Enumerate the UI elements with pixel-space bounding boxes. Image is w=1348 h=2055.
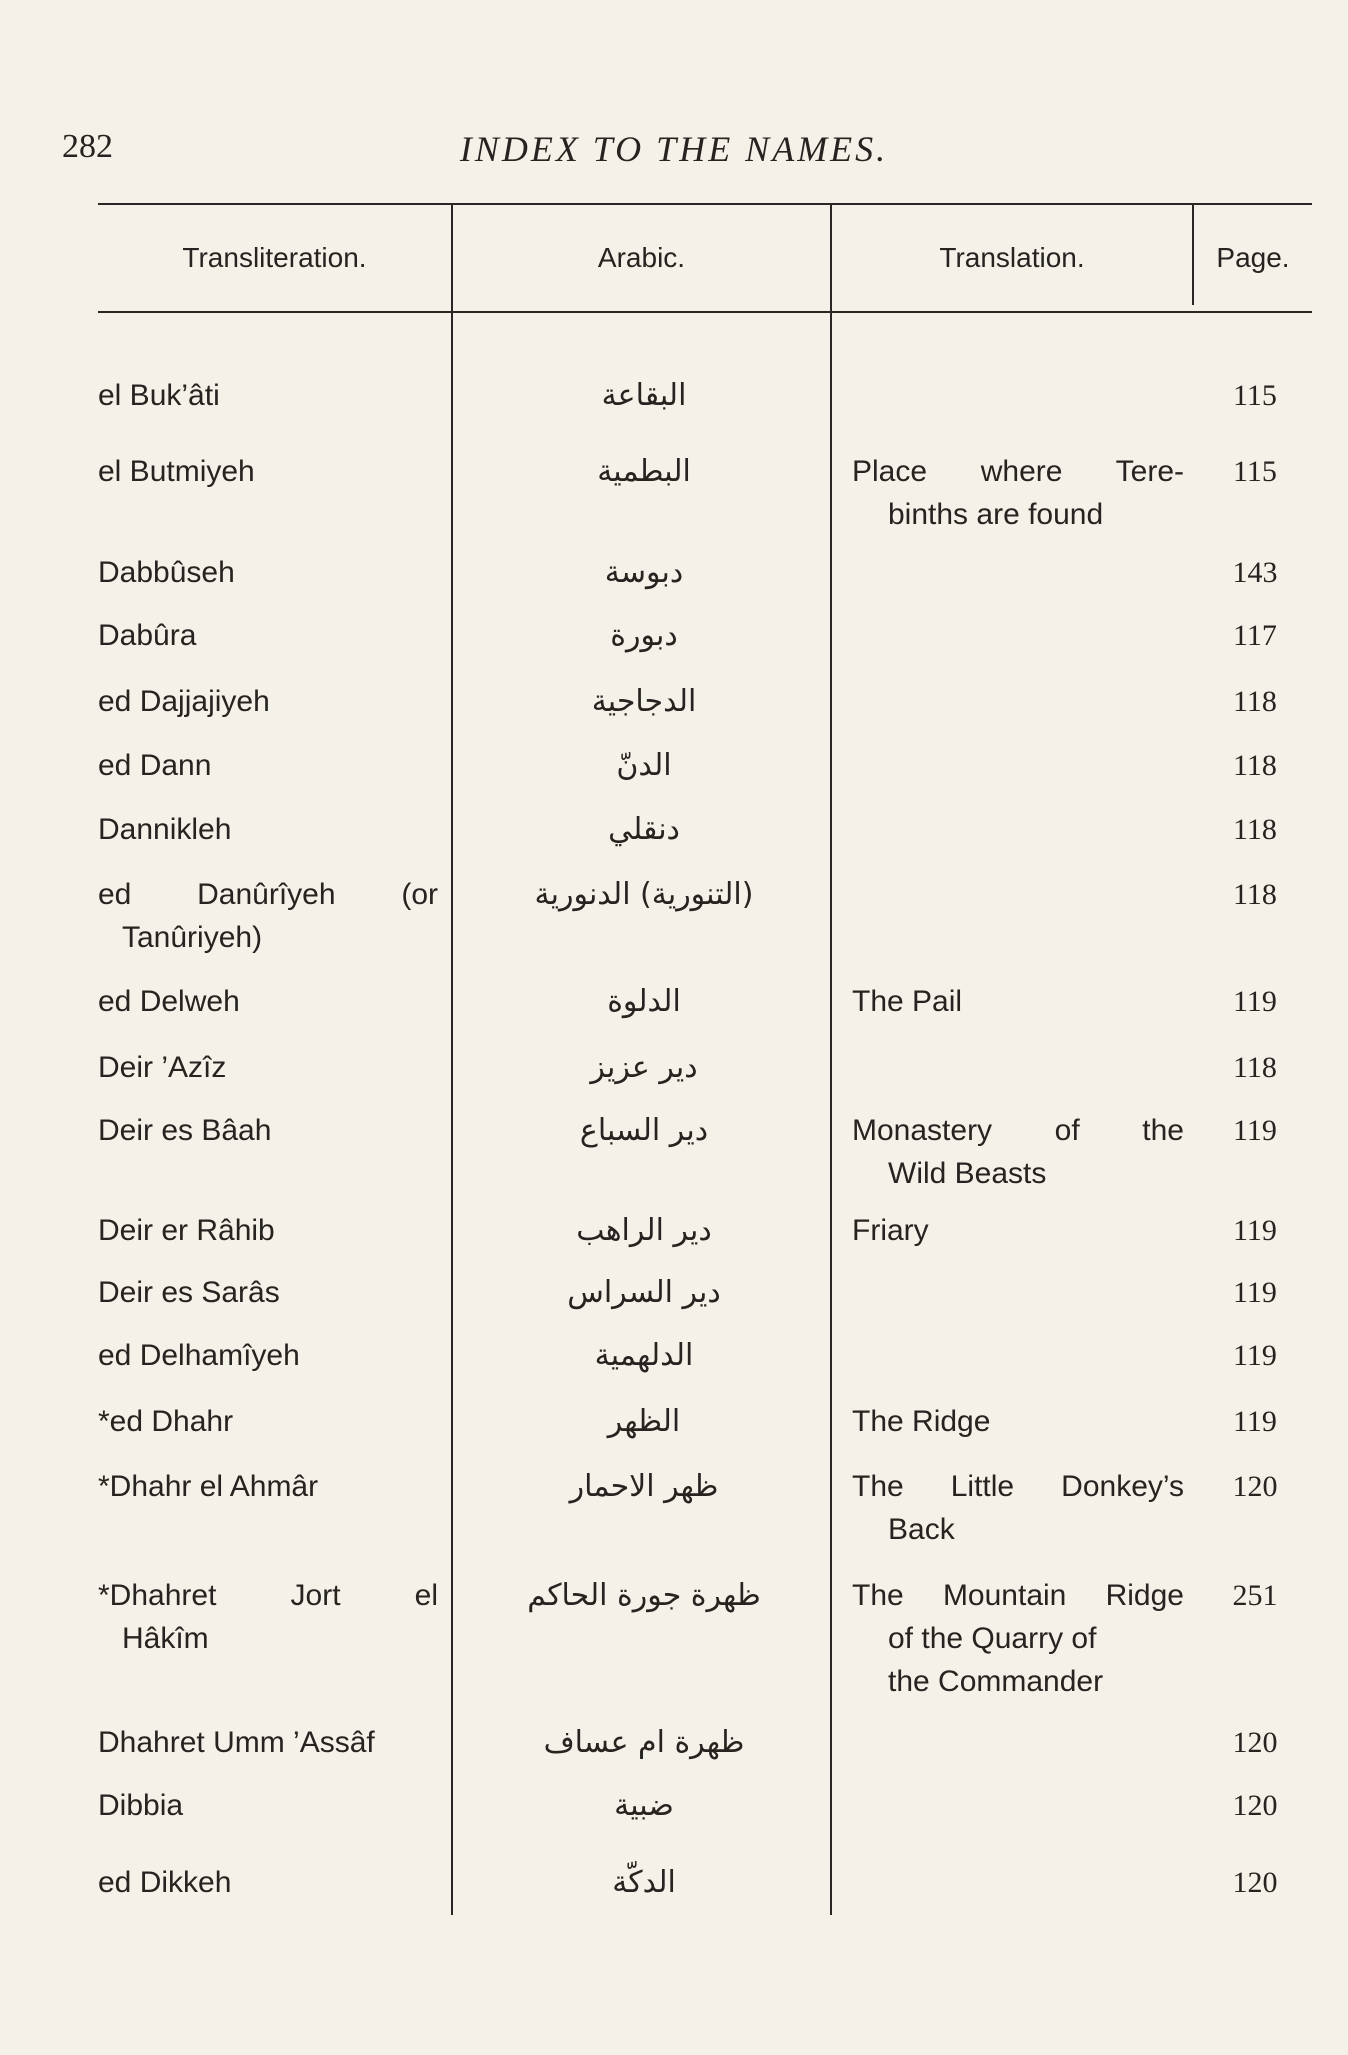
arabic-cell: دير الراهب: [576, 1213, 712, 1248]
page-cell: 118: [1233, 813, 1277, 846]
page-cell: 118: [1233, 878, 1277, 911]
transliteration-cell: Deir ’Azîz: [98, 1051, 227, 1084]
translation-line: binths are found: [888, 498, 1104, 531]
arabic-cell: الظهر: [607, 1404, 681, 1439]
translation-line: the Commander: [888, 1665, 1104, 1698]
page-cell: 115: [1233, 379, 1277, 412]
translation-line: Back: [888, 1513, 955, 1546]
page-header: [0, 128, 1348, 188]
arabic-cell: الدكّة: [612, 1865, 676, 1900]
translation-cell: [852, 1465, 1184, 1551]
column-header-transliteration: Transliteration.: [182, 242, 367, 273]
transliteration-line: Tanûriyeh): [122, 921, 263, 954]
arabic-cell: دبوسة: [604, 555, 684, 590]
translation-line: Wild Beasts: [888, 1157, 1047, 1190]
transliteration-cell: Deir er Râhib: [98, 1214, 275, 1247]
page-cell: 119: [1233, 985, 1277, 1018]
arabic-cell: الدجاجية: [591, 684, 697, 719]
transliteration-cell: [98, 873, 438, 959]
translation-line: The Little Donkey’s: [852, 1470, 1184, 1503]
arabic-cell: الدلهمية: [594, 1338, 694, 1373]
page-cell: 119: [1233, 1114, 1277, 1147]
transliteration-cell: Dhahret Umm ’Assâf: [98, 1726, 375, 1759]
arabic-cell: ظهر الاحمار: [569, 1469, 719, 1504]
transliteration-cell: Dannikleh: [98, 813, 232, 846]
page-cell: 119: [1233, 1405, 1277, 1438]
transliteration-line: Hâkîm: [122, 1622, 209, 1655]
translation-cell: [852, 1574, 1184, 1703]
page-cell: 143: [1232, 556, 1278, 589]
translation-line: Place where Tere-: [852, 455, 1184, 488]
transliteration-cell: Dibbia: [98, 1789, 184, 1822]
table-top-rule: [98, 203, 1312, 205]
page-cell: 120: [1232, 1789, 1278, 1822]
transliteration-line: *Dhahret Jort el: [98, 1579, 438, 1612]
arabic-cell: دير السراس: [567, 1275, 721, 1310]
arabic-cell: ضبية: [614, 1788, 674, 1823]
arabic-cell: ظهرة جورة الحاكم: [527, 1578, 761, 1613]
translation-cell: The Pail: [852, 985, 963, 1018]
transliteration-cell: ed Delweh: [98, 985, 240, 1018]
translation-line: of the Quarry of: [888, 1622, 1097, 1655]
page-cell: 115: [1233, 455, 1277, 488]
arabic-cell: البطمية: [597, 454, 691, 489]
header-bottom-rule: [98, 311, 1312, 313]
page-cell: 120: [1232, 1726, 1278, 1759]
transliteration-cell: ed Dikkeh: [98, 1866, 232, 1899]
transliteration-cell: Deir es Bâah: [98, 1114, 272, 1147]
page-number: 282: [62, 128, 113, 165]
page-cell: 118: [1233, 749, 1277, 782]
page-cell: 120: [1232, 1866, 1278, 1899]
transliteration-cell: Dabbûseh: [98, 556, 235, 589]
transliteration-cell: [98, 1574, 438, 1660]
arabic-cell: ظهرة ام عساف: [543, 1725, 745, 1760]
column-divider-1: [451, 205, 453, 1915]
transliteration-cell: Dabûra: [98, 619, 197, 652]
arabic-cell: (التنورية) الدنورية: [534, 877, 754, 912]
arabic-cell: البقاعة: [601, 378, 687, 413]
page-cell: 119: [1233, 1339, 1277, 1372]
column-header-arabic: Arabic.: [597, 242, 686, 273]
arabic-cell: دير السباع: [579, 1113, 709, 1148]
transliteration-cell: ed Dann: [98, 749, 212, 782]
transliteration-cell: *Dhahr el Ahmâr: [98, 1470, 319, 1503]
transliteration-cell: Deir es Sarâs: [98, 1276, 280, 1309]
column-divider-2: [830, 205, 832, 1915]
translation-cell: [852, 1109, 1184, 1195]
arabic-cell: الدلوة: [607, 984, 681, 1019]
page-cell: 120: [1232, 1470, 1278, 1503]
page-cell: 119: [1233, 1276, 1277, 1309]
transliteration-cell: el Buk’âti: [98, 379, 220, 412]
page-cell: 251: [1232, 1579, 1278, 1612]
transliteration-line: ed Danûrîyeh (or: [98, 878, 438, 911]
translation-cell: [852, 450, 1184, 536]
arabic-cell: دبورة: [610, 618, 678, 653]
arabic-cell: الدنّ: [616, 748, 672, 783]
translation-line: The Mountain Ridge: [852, 1579, 1184, 1612]
page-cell: 117: [1233, 619, 1277, 652]
translation-cell: The Ridge: [852, 1405, 991, 1438]
running-title: INDEX TO THE NAMES.: [459, 129, 889, 169]
page-cell: 119: [1233, 1214, 1277, 1247]
translation-line: Monastery of the: [852, 1114, 1184, 1147]
arabic-cell: دير عزيز: [590, 1050, 698, 1085]
transliteration-cell: ed Delhamîyeh: [98, 1339, 300, 1372]
arabic-cell: دنقلي: [608, 812, 680, 847]
column-header-page: Page.: [1216, 242, 1290, 273]
translation-cell: Friary: [852, 1214, 929, 1247]
transliteration-cell: ed Dajjajiyeh: [98, 685, 270, 718]
page-cell: 118: [1233, 1051, 1277, 1084]
column-header-translation: Translation.: [939, 242, 1085, 273]
transliteration-cell: *ed Dhahr: [98, 1405, 234, 1438]
page-cell: 118: [1233, 685, 1277, 718]
transliteration-cell: el Butmiyeh: [98, 455, 255, 488]
